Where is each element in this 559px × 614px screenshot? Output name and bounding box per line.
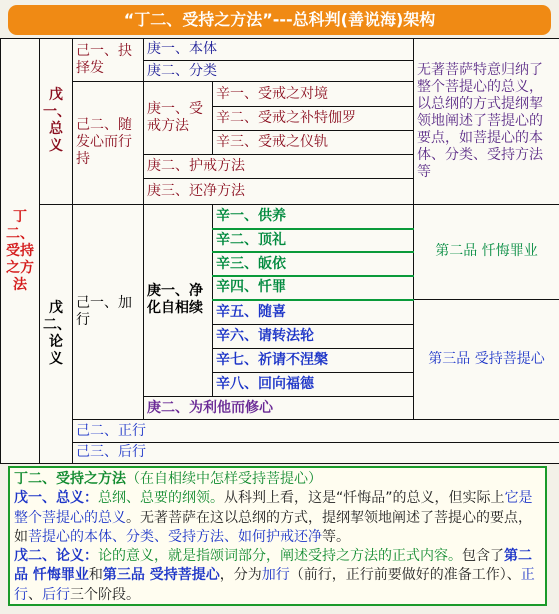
wu2-label: 戊二、论义： xyxy=(14,548,98,565)
ji1-juezefa: 己一、抉择发 xyxy=(73,39,144,82)
geng1-shoujiefangfa: 庚一、受戒方法 xyxy=(144,82,213,155)
geng1-benti: 庚一、本体 xyxy=(144,39,414,61)
wu2-heading: 戊二、论义 xyxy=(40,204,73,464)
explanation-box xyxy=(8,466,547,606)
xin2-butejialuo: 辛二、受戒之补特伽罗 xyxy=(213,106,414,130)
zongyi-note: 无著菩萨特意归纳了整个菩提心的总义，以总纲的方式提纲挈领地阐述了菩提心的要点，如菩提心的本体、分类、受持方法等 xyxy=(414,39,559,205)
xin5-suixi: 辛五、随喜 xyxy=(213,300,414,324)
explanation-line-1 xyxy=(14,470,541,489)
xin3-yigui: 辛三、受戒之仪轨 xyxy=(213,130,414,154)
pin3-label: 第三品 受持菩提心 xyxy=(414,300,559,420)
xin7-qiqing: 辛七、祈请不涅槃 xyxy=(213,348,414,372)
geng3-huanjingfangfa: 庚三、还净方法 xyxy=(144,179,414,204)
explanation-para-wu2: 戊二、论义：论的意义，就是指颂词部分，阐述受持之方法的正式内容。包含了第二品 忏悔罪业和第三品 受持菩提心，分为加行（前行，正行前要做好的准备工作）、正行、后行三个阶段。 xyxy=(14,548,535,603)
xin4-chanzui: 辛四、忏罪 xyxy=(213,276,414,300)
wu1-heading: 戊一、总义 xyxy=(40,39,73,205)
ding2-desc: （在自相续中怎样受持菩提心） xyxy=(126,471,322,487)
wu1-label: 戊一、总义： xyxy=(14,490,98,507)
geng2-fenlei: 庚二、分类 xyxy=(144,61,414,82)
ji2-zhengxing: 己二、正行 xyxy=(73,420,559,442)
xin2-dingli: 辛二、顶礼 xyxy=(213,229,414,252)
page-title: “丁二、受持之方法”---总科判(善说海)架构 xyxy=(8,5,551,35)
xin6-qingzhuanfalun: 辛六、请转法轮 xyxy=(213,324,414,348)
pin2-label: 第二品 忏悔罪业 xyxy=(414,204,559,300)
geng2-hujiefangfa: 庚二、护戒方法 xyxy=(144,155,414,179)
xin1-duijing: 辛一、受戒之对境 xyxy=(213,82,414,106)
explanation-para-wu1: 戊一、总义：总纲、总要的纲领。从科判上看，这是“忏悔品”的总义，但实际上它是整个菩提心的总义。无著菩萨在这以总纲的方式，提纲挈领地阐述了菩提心的要点，如菩提心的本体、分类、受持方法、如何护戒还净等。 xyxy=(14,490,533,545)
geng1-jinghua: 庚一、净化自相续 xyxy=(144,204,213,397)
ding2-heading: 丁二、受持之方法 xyxy=(1,39,40,464)
ding2-label: 丁二、受持之方法 xyxy=(14,471,126,487)
geng2-lita: 庚二、为利他而修心 xyxy=(144,397,414,420)
ji1-jiaxing: 己一、加行 xyxy=(73,204,144,420)
xin3-guiyi: 辛三、皈依 xyxy=(213,252,414,275)
xin1-gongyang: 辛一、供养 xyxy=(213,204,414,229)
ji2-suifaxin: 己二、随发心而行持 xyxy=(73,82,144,204)
outline-table xyxy=(0,38,559,464)
xin8-huixiang: 辛八、回向福德 xyxy=(213,373,414,397)
ji3-houxing: 己三、后行 xyxy=(73,442,559,463)
